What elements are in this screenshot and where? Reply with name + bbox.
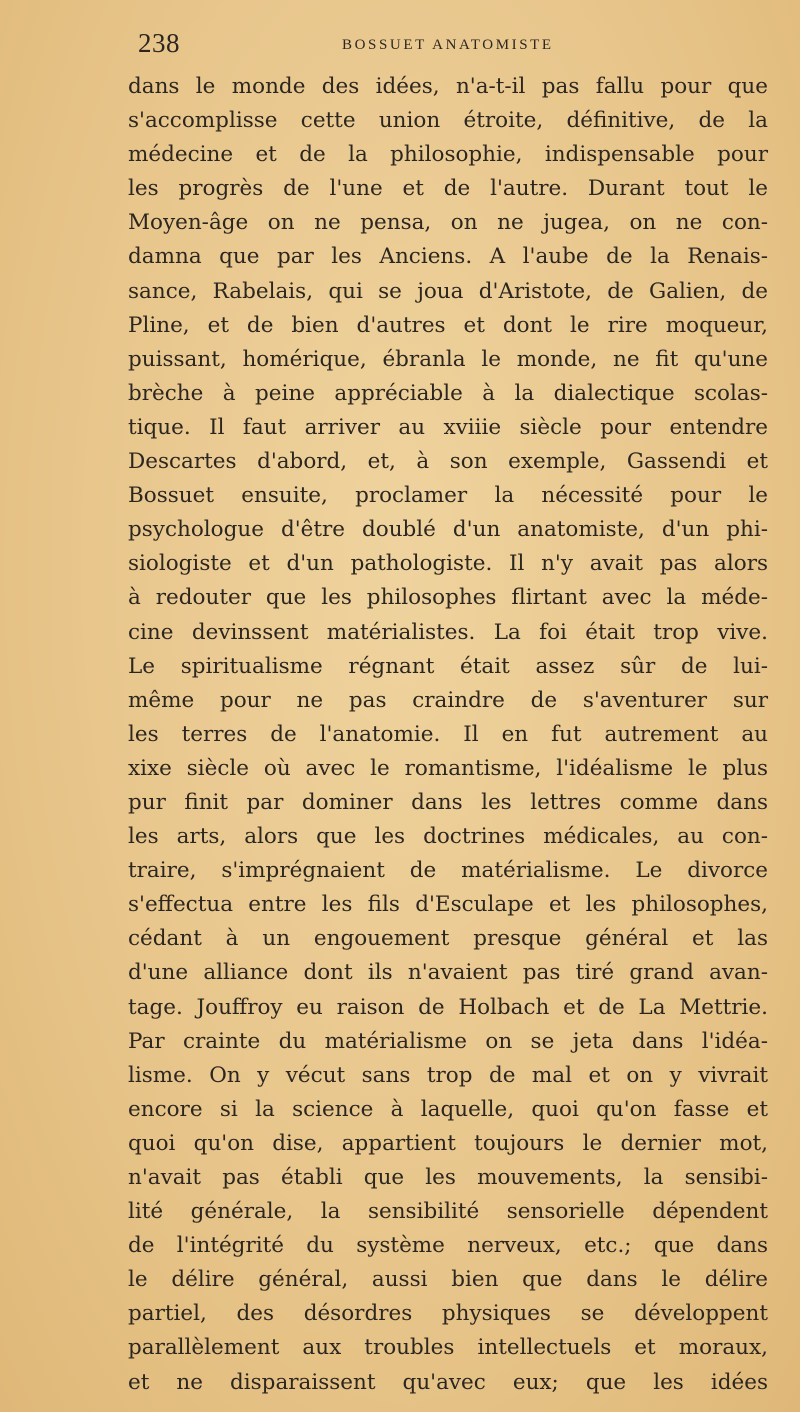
text-line: parallèlement aux troubles intellectuels et moraux, <box>128 1335 768 1361</box>
text-line: sance, Rabelais, qui se joua d'Aristote, de Galien, de <box>128 278 768 304</box>
text-line: pur finit par dominer dans les lettres comme dans <box>128 789 768 815</box>
text-line: cine devinssent matérialistes. La foi était trop vive. <box>128 619 768 645</box>
text-line: lité générale, la sensibilité sensorielle dépendent <box>128 1199 768 1225</box>
text-line: traire, s'imprégnaient de matérialisme. Le divorce <box>128 858 768 884</box>
text-line: cédant à un engouement presque général et las <box>128 926 768 952</box>
text-line: puissant, homérique, ébranla le monde, ne fit qu'une <box>128 346 768 372</box>
text-line: xixe siècle où avec le romantisme, l'idéalisme le plus <box>128 755 768 781</box>
text-line: n'avait pas établi que les mouvements, la sensibi- <box>128 1165 768 1190</box>
text-line: s'effectua entre les fils d'Esculape et les philosophes, <box>128 892 768 918</box>
text-line: même pour ne pas craindre de s'aventurer sur <box>128 687 768 713</box>
text-line: Par crainte du matérialisme on se jeta dans l'idéa- <box>128 1028 768 1054</box>
text-line: les progrès de l'une et de l'autre. Durant tout le <box>128 176 768 202</box>
text-line: le délire général, aussi bien que dans le délire <box>128 1267 768 1293</box>
text-line: les arts, alors que les doctrines médicales, au con- <box>128 824 768 850</box>
text-line: d'une alliance dont ils n'avaient pas tiré grand avan- <box>128 960 768 986</box>
text-line: Bossuet ensuite, proclamer la nécessité pour le <box>128 483 768 509</box>
running-title: BOSSUET ANATOMISTE <box>342 37 554 53</box>
text-line: tique. Il faut arriver au xviiie siècle pour entendre <box>128 414 768 440</box>
text-line: Pline, et de bien d'autres et dont le rire moqueur, <box>128 312 768 338</box>
running-head <box>138 28 766 68</box>
text-line: partiel, des désordres physiques se développent <box>128 1301 768 1327</box>
text-line: psychologue d'être doublé d'un anatomiste, d'un phi- <box>128 517 768 543</box>
page-number: 238 <box>138 28 180 58</box>
text-line: s'accomplisse cette union étroite, définitive, de la <box>128 108 768 134</box>
text-line: lisme. On y vécut sans trop de mal et on y vivrait <box>128 1062 768 1088</box>
text-line: Le spiritualisme régnant était assez sûr de lui- <box>128 653 768 679</box>
text-line: quoi qu'on dise, appartient toujours le dernier mot, <box>128 1130 768 1156</box>
text-line: encore si la science à laquelle, quoi qu'on fasse et <box>128 1096 768 1122</box>
text-line: à redouter que les philosophes flirtant avec la méde- <box>128 585 768 611</box>
text-line: damna que par les Anciens. A l'aube de la Renais- <box>128 244 768 270</box>
text-line: les terres de l'anatomie. Il en fut autrement au <box>128 721 768 747</box>
text-line: brèche à peine appréciable à la dialectique scolas- <box>128 380 768 406</box>
text-line: de l'intégrité du système nerveux, etc.; que dans <box>128 1233 768 1259</box>
text-line: siologiste et d'un pathologiste. Il n'y avait pas alors <box>128 551 768 577</box>
text-line: et ne disparaissent qu'avec eux; que les idées <box>128 1369 768 1395</box>
text-line: médecine et de la philosophie, indispensable pour <box>128 142 768 168</box>
text-line: Descartes d'abord, et, à son exemple, Gassendi et <box>128 449 768 475</box>
text-line: tage. Jouffroy eu raison de Holbach et de La Mettrie. <box>128 994 768 1020</box>
text-line: Moyen-âge on ne pensa, on ne jugea, on ne con- <box>128 210 768 236</box>
text-line: dans le monde des idées, n'a-t-il pas fallu pour que <box>128 74 768 99</box>
body-text <box>128 70 768 1400</box>
